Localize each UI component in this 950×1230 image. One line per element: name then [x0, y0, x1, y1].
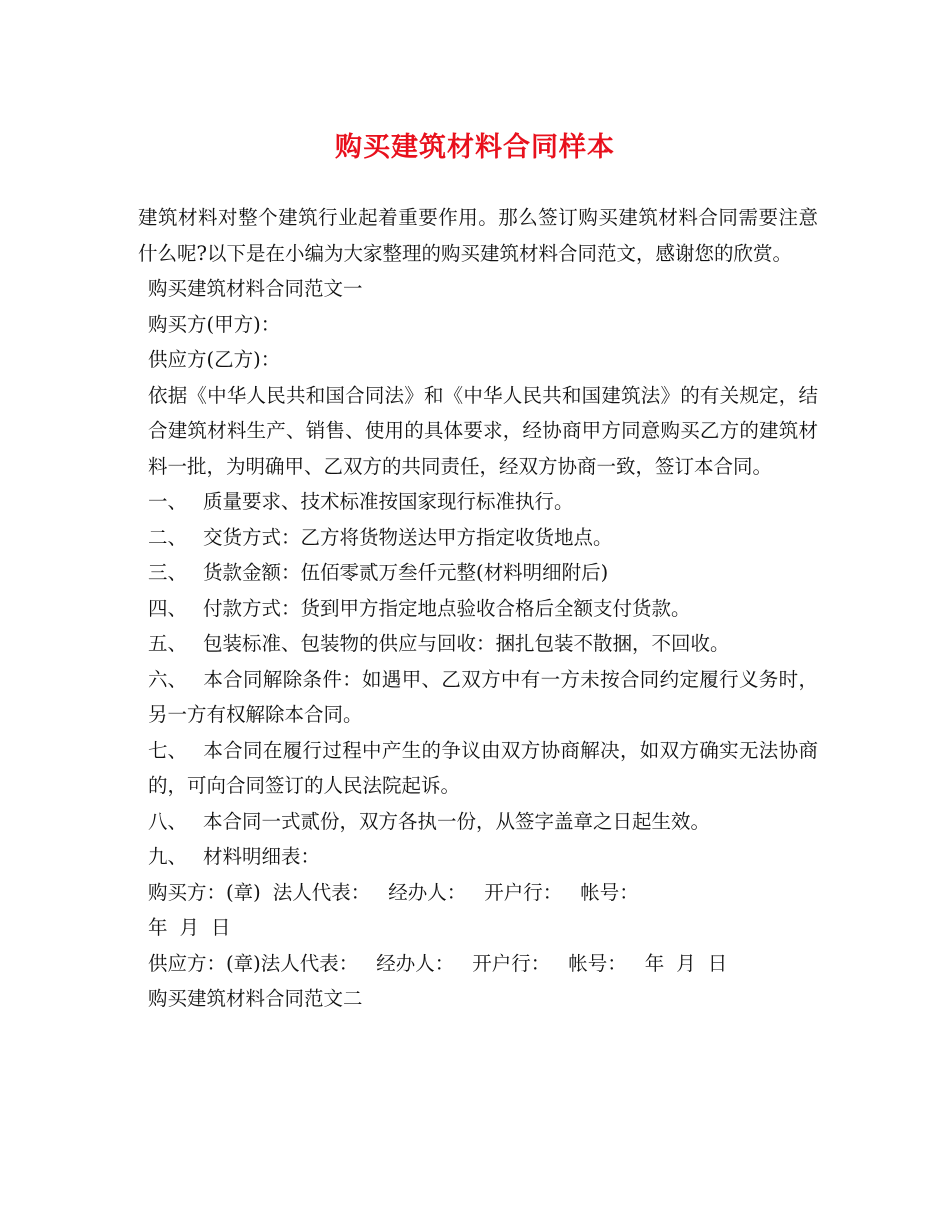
intro-paragraph: 建筑材料对整个建筑行业起着重要作用。那么签订购买建筑材料合同需要注意什么呢?以下是在小编为大家整理的购买建筑材料合同范文，感谢您的欣赏。: [138, 206, 818, 265]
document-body: [138, 200, 818, 1017]
buyer-date-month: 月: [179, 916, 200, 939]
clause-number: 四、: [148, 596, 188, 620]
sample2-heading: 购买建筑材料合同范文二: [148, 987, 363, 1010]
buyer-account-label: 帐号：: [580, 880, 639, 904]
clause-item: [138, 733, 818, 804]
clause-number: 七、: [148, 738, 188, 762]
clause-item: [138, 591, 818, 627]
clause-text: 本合同在履行过程中产生的争议由双方协商解决，如双方确实无法协商的，可向合同签订的人民法院起诉。: [148, 738, 818, 797]
clause-text: 材料明细表：: [203, 845, 321, 868]
supplier-date-month: 月: [676, 951, 696, 975]
clause-number: 三、: [148, 561, 188, 584]
supplier-bank-label: 开户行：: [472, 951, 551, 975]
clause-item: [138, 555, 818, 591]
clause-number: 九、: [148, 845, 188, 868]
clause-number: 二、: [148, 525, 188, 549]
buyer-line: 购买方(甲方)：: [148, 312, 281, 336]
buyer-bank-label: 开户行：: [484, 880, 563, 904]
buyer-date-day: 日: [211, 916, 231, 939]
clause-item: [138, 804, 818, 840]
clause-number: 一、: [148, 490, 188, 513]
buyer-date-line: [138, 910, 818, 946]
clause-item: [138, 520, 818, 556]
clause-item: [138, 626, 818, 662]
clause-text: 包装标准、包装物的供应与回收：捆扎包装不散捆，不回收。: [203, 632, 730, 655]
supplier-line: 供应方(乙方)：: [148, 348, 281, 371]
clause-number: 五、: [148, 632, 188, 655]
supplier-party-label: 供应方：(章)法人代表：: [148, 951, 359, 975]
clause-text: 货款金额：伍佰零贰万叁仟元整(材料明细附后): [203, 561, 609, 584]
supplier-date-day: 日: [707, 951, 728, 975]
buyer-signature-line: [138, 875, 818, 911]
buyer-party-label: 购买方：(章): [148, 880, 261, 904]
supplier-handler-label: 经办人：: [376, 951, 455, 975]
clause-text: 付款方式：货到甲方指定地点验收合格后全额支付货款。: [203, 596, 691, 620]
buyer-legal-rep-label: 法人代表：: [272, 880, 371, 904]
clause-item: [138, 662, 818, 733]
supplier-account-label: 帐号：: [568, 951, 627, 975]
buyer-date-year: 年: [148, 916, 168, 939]
sample1-heading: 购买建筑材料合同范文一: [148, 277, 363, 300]
clause-text: 本合同一式贰份，双方各执一份，从签字盖章之日起生效。: [203, 809, 711, 833]
buyer-handler-label: 经办人：: [388, 880, 467, 904]
supplier-signature-line: [138, 946, 818, 982]
document-title: 购买建筑材料合同样本: [335, 132, 615, 163]
preamble-paragraph: 依据《中华人民共和国合同法》和《中华人民共和国建筑法》的有关规定，结合建筑材料生产、销售、使用的具体要求，经协商甲方同意购买乙方的建筑材料一批，为明确甲、乙双方的共同责任，经双方协商一致，签订本合同。: [148, 383, 818, 478]
clause-number: 八、: [148, 809, 188, 833]
clause-text: 质量要求、技术标准按国家现行标准执行。: [203, 490, 574, 513]
clause-item: [138, 484, 818, 520]
clause-text: 交货方式：乙方将货物送达甲方指定收货地点。: [203, 525, 613, 549]
supplier-date-year: 年: [644, 951, 665, 975]
clause-text: 本合同解除条件：如遇甲、乙双方中有一方未按合同约定履行义务时，另一方有权解除本合同。: [148, 667, 818, 726]
clause-number: 六、: [148, 667, 188, 691]
clause-item: [138, 839, 818, 875]
